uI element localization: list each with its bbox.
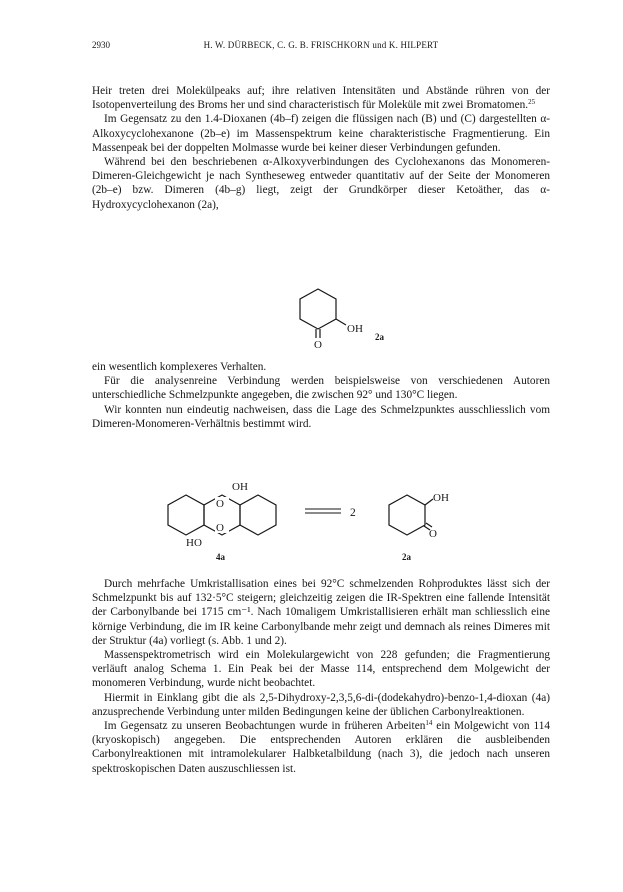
compound-label: 2a xyxy=(375,332,384,342)
running-head-authors: H. W. DÜRBECK, C. G. B. FRISCHKORN und K. HILPERT xyxy=(203,40,439,50)
paragraph: Während bei den beschriebenen α-Alkoxyverbindungen des Cyclohexanons das Monomeren-Dimeren-Gleichgewicht je nach Syntheseweg entweder quantitativ auf der Seite der Monomeren (2b–e) bzw. Dimeren (4b–g) liegt, zeigt der Grundkörper dieser Ketoäther, das α-Hydroxycyclohexanon (2a), xyxy=(92,156,550,211)
carbonyl-o-label: O xyxy=(314,339,322,351)
paragraph-text: Im Gegensatz zu unseren Beobachtungen wurde in früheren Arbeiten xyxy=(104,720,426,733)
reference-marker: 14 xyxy=(425,719,433,728)
oh-label: OH xyxy=(347,323,363,335)
paragraph: Im Gegensatz zu den 1.4-Dioxanen (4b–f) zeigen die flüssigen nach (B) und (C) dargestellten α-Alkoxycyclohexanone (2b–e) im Massenspektrum keine charakteristische Fragmentierung. Ein Massenpeak bei der doppelten Molmasse wurde bei keiner dieser Verbindungen gefunden. xyxy=(92,113,550,154)
paragraph: Wir konnten nun eindeutig nachweisen, dass die Lage des Schmelzpunktes ausschliesslich vom Dimeren-Monomeren-Verhältnis bestimmt wird. xyxy=(92,403,550,430)
ring-o-label: O xyxy=(216,522,224,534)
paragraph: Hiermit in Einklang gibt die als 2,5-Dihydroxy-2,3,5,6-di-(dodekahydro)-benzo-1,4-dioxan (4a) anzusprechende Verbindung unter milden Bedingungen keine der üblichen Carbonylreaktionen. xyxy=(92,691,550,718)
paragraph: Massenspektrometrisch wird ein Molekulargewicht von 228 gefunden; die Fragmentierung verläuft analog Schema 1. Ein Peak bei der Masse 114, entsprechend dem Molgewicht der monomeren Verbindung, wurde nicht beobachtet. xyxy=(92,649,550,690)
equilibrium-arrows xyxy=(305,509,341,513)
paragraph: Durch mehrfache Umkristallisation eines bei 92°C schmelzenden Rohproduktes lässt sich der Schmelzpunkt bis auf 132·5°C steigern; gleichzeitig zeigen die IR-Spektren eine fallende Intensität der Carbonylbande bei 1715 cm⁻¹. Nach 10maligem Umkristallisieren erhält man schliesslich eine körnige Verbindung, die im IR keine Carbonylbande mehr zeigt und demnach als reines Dimeres mit der Struktur (4a) vorliegt (s. Abb. 1 und 2). xyxy=(92,578,550,647)
paragraph: ein wesentlich komplexeres Verhalten. xyxy=(92,361,267,373)
ring-o-label: O xyxy=(216,498,224,510)
paragraph: Für die analysenreine Verbindung werden beispielsweise von verschiedenen Autoren unterschiedliche Schmelzpunkte angegeben, die zwischen 92° und 130°C liegen. xyxy=(92,375,550,402)
reference-marker: 25 xyxy=(528,98,536,107)
monomer-2a-ring xyxy=(389,495,433,535)
paragraph xyxy=(92,719,550,776)
page-number: 2930 xyxy=(92,40,110,50)
ho-bottom-label: HO xyxy=(186,537,202,549)
monomer-label: 2a xyxy=(402,552,411,562)
stoichiometric-coefficient: 2 xyxy=(350,507,356,519)
paragraph-text: Heir treten drei Molekülpeaks auf; ihre relativen Intensitäten und Abstände rühren von der Isotopenverteilung des Broms her und sind characteristisch für Moleküle mit zwei Bromatomen. xyxy=(92,85,550,112)
oh-label: OH xyxy=(433,492,449,504)
text-block-3 xyxy=(92,577,550,776)
paragraph-text: ein Molgewicht von 114 (kryoskopisch) angegeben. Die entsprechenden Autoren erklären die ausbleibenden Carbonylreaktionen mit intramolekularer Halbketalbildung (nach 3), die jedoch nach unseren spektroskopischen Daten auszuschliessen ist. xyxy=(92,720,550,775)
dimer-label: 4a xyxy=(216,552,225,562)
carbonyl-o-label: O xyxy=(429,528,437,540)
oh-top-label: OH xyxy=(232,481,248,493)
